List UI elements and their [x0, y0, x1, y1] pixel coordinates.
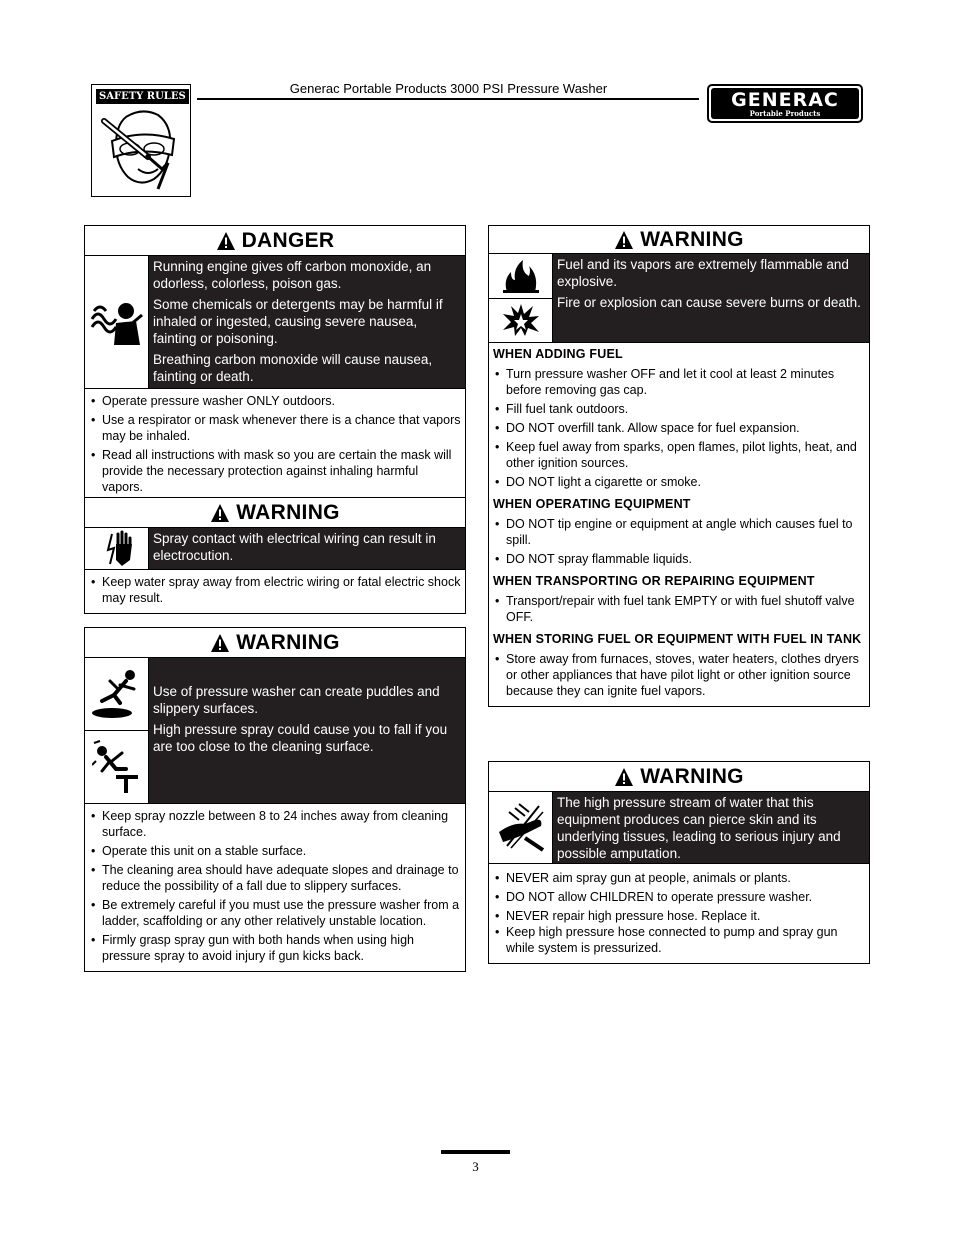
warning-electric-box — [84, 497, 466, 614]
header-rule — [197, 98, 699, 100]
safety-rules-figure — [98, 107, 186, 193]
list-item: • Read all instructions with mask so you are certain the mask will provide the necessary protection against inhaling harmful vapors. — [89, 447, 461, 495]
alert-triangle-icon — [614, 767, 634, 787]
list-item: • Operate this unit on a stable surface. — [89, 843, 461, 859]
warning-pressure-box — [488, 761, 870, 964]
warning-electric-hazard-row — [85, 528, 465, 570]
list-item: • Keep water spray away from electric wiring or fatal electric shock may result. — [89, 574, 461, 606]
transporting-bullet-list — [489, 591, 869, 625]
warning-pressure-icon-column — [489, 792, 553, 863]
list-item: • The cleaning area should have adequate slopes and drainage to reduce the possibility of a fall due to slippery surfaces. — [89, 862, 461, 894]
warning-slip-icon-cell — [85, 658, 148, 731]
warning-slip-icon-column — [85, 658, 149, 803]
list-item: • Turn pressure washer OFF and let it cool at least 2 minutes before removing gas cap. — [493, 366, 865, 398]
warning-signal-word: WARNING — [640, 764, 744, 788]
list-item: • DO NOT tip engine or equipment at angle which causes fuel to spill. — [493, 516, 865, 548]
warning-electric-header — [85, 498, 465, 528]
warning-fuel-message: Fuel and its vapors are extremely flammable and explosive. — [557, 257, 849, 289]
list-item: • NEVER repair high pressure hose. Replace it. — [493, 908, 865, 924]
explosion-icon — [501, 302, 541, 338]
warning-signal-word: WARNING — [236, 630, 340, 654]
danger-box — [84, 225, 466, 503]
list-item: • Be extremely careful if you must use the pressure washer from a ladder, scaffolding or any other relatively unstable location. — [89, 897, 461, 929]
alert-triangle-icon — [210, 503, 230, 523]
warning-signal-word: WARNING — [640, 227, 744, 251]
list-item: • Firmly grasp spray gun with both hands when using high pressure spray to avoid injury if gun kicks back. — [89, 932, 461, 964]
section-heading: WHEN OPERATING EQUIPMENT — [493, 497, 691, 511]
warning-slip-icon-cell — [85, 731, 148, 803]
warning-slip-message-panel — [149, 658, 465, 803]
list-item: • Transport/repair with fuel tank EMPTY or with fuel shutoff valve OFF. — [493, 593, 865, 625]
list-item: • Fill fuel tank outdoors. — [493, 401, 865, 417]
warning-slip-message: Use of pressure washer can create puddles and slippery surfaces. — [153, 684, 440, 716]
warning-fuel-header — [489, 226, 869, 254]
list-item: • Store away from furnaces, stoves, water heaters, clothes dryers or other appliances that have pilot light or other ignition source because they can ignite fuel vapors. — [493, 651, 865, 699]
electric-shock-icon — [100, 530, 134, 568]
list-item: • DO NOT spray flammable liquids. — [493, 551, 865, 567]
warning-slip-box — [84, 627, 466, 972]
logo-wordmark: GENERAC — [731, 89, 839, 111]
danger-icon-column — [85, 256, 149, 388]
section-heading: WHEN STORING FUEL OR EQUIPMENT WITH FUEL IN TANK — [493, 632, 862, 646]
high-pressure-injection-icon — [495, 802, 547, 854]
list-item: • Keep high pressure hose connected to pump and spray gun while system is pressurized. — [493, 924, 865, 956]
warning-electric-icon-column — [85, 528, 149, 569]
warning-electric-bullet-list — [85, 570, 465, 613]
logo-plate — [711, 88, 859, 119]
alert-triangle-icon — [210, 633, 230, 653]
warning-fuel-box — [488, 225, 870, 707]
safety-rules-badge — [91, 84, 191, 197]
warning-slip-message: High pressure spray could cause you to fall if you are too close to the cleaning surface. — [153, 722, 448, 754]
danger-signal-word: DANGER — [241, 228, 335, 252]
warning-pressure-message-panel — [553, 792, 869, 863]
alert-triangle-icon — [216, 231, 236, 251]
list-item: • Operate pressure washer ONLY outdoors. — [89, 393, 461, 409]
danger-bullet-list — [85, 389, 465, 502]
warning-pressure-hazard-row — [489, 792, 869, 864]
generac-logo — [707, 84, 863, 123]
warning-slip-header — [85, 628, 465, 658]
warning-pressure-bullet-list — [489, 864, 869, 963]
warning-pressure-icon-cell — [489, 792, 552, 863]
list-item: • DO NOT allow CHILDREN to operate pressure washer. — [493, 889, 865, 905]
safety-rules-label: SAFETY RULES — [96, 89, 189, 104]
list-item: • NEVER aim spray gun at people, animals or plants. — [493, 870, 865, 886]
warning-fuel-icon-column — [489, 254, 553, 342]
falling-person-icon — [92, 739, 142, 795]
danger-message-panel — [149, 256, 465, 388]
footer-rule — [441, 1150, 510, 1154]
section-heading: WHEN ADDING FUEL — [493, 347, 623, 361]
danger-icon-cell — [85, 256, 148, 388]
list-item: • Use a respirator or mask whenever there is a chance that vapors may be inhaled. — [89, 412, 461, 444]
warning-slip-bullet-list — [85, 804, 465, 971]
warning-electric-message-panel — [149, 528, 465, 569]
slip-fall-icon — [90, 667, 144, 721]
warning-fuel-message: Fire or explosion can cause severe burns or death. — [557, 295, 861, 310]
danger-message: Breathing carbon monoxide will cause nausea, fainting or death. — [153, 352, 433, 384]
warning-fuel-message-panel — [553, 254, 869, 342]
warning-fuel-icon-cell — [489, 299, 552, 343]
warning-electric-icon-cell — [85, 528, 148, 569]
adding-fuel-bullet-list — [489, 364, 869, 490]
list-item: • Keep spray nozzle between 8 to 24 inches away from cleaning surface. — [89, 808, 461, 840]
logo-subtitle: Portable Products — [749, 109, 821, 118]
warning-slip-hazard-row — [85, 658, 465, 804]
list-item: • Keep fuel away from sparks, open flames, pilot lights, heat, and other ignition sources. — [493, 439, 865, 471]
page-number: 3 — [472, 1159, 479, 1174]
list-item: • DO NOT light a cigarette or smoke. — [493, 474, 865, 490]
storing-fuel-bullet-list — [489, 649, 869, 706]
danger-message: Some chemicals or detergents may be harmful if inhaled or ingested, causing severe nausea, fainting or poisoning. — [153, 297, 443, 346]
warning-signal-word: WARNING — [236, 500, 340, 524]
warning-pressure-message: The high pressure stream of water that this equipment produces can pierce skin and its underlying tissues, leading to serious injury and possible amputation. — [557, 795, 841, 861]
document-title: Generac Portable Products 3000 PSI Pressure Washer — [289, 81, 608, 96]
danger-hazard-row — [85, 256, 465, 389]
warning-electric-message: Spray contact with electrical wiring can result in electrocution. — [153, 531, 436, 563]
danger-header — [85, 226, 465, 256]
alert-triangle-icon — [614, 230, 634, 250]
list-item: • DO NOT overfill tank. Allow space for fuel expansion. — [493, 420, 865, 436]
danger-message: Running engine gives off carbon monoxide, an odorless, colorless, poison gas. — [153, 259, 432, 291]
operating-equipment-bullet-list — [489, 514, 869, 567]
warning-fuel-icon-cell — [489, 254, 552, 299]
section-heading: WHEN TRANSPORTING OR REPAIRING EQUIPMENT — [493, 574, 815, 588]
warning-pressure-header — [489, 762, 869, 792]
fire-icon — [501, 258, 541, 294]
toxic-fumes-icon — [90, 297, 144, 347]
warning-fuel-hazard-row — [489, 254, 869, 343]
